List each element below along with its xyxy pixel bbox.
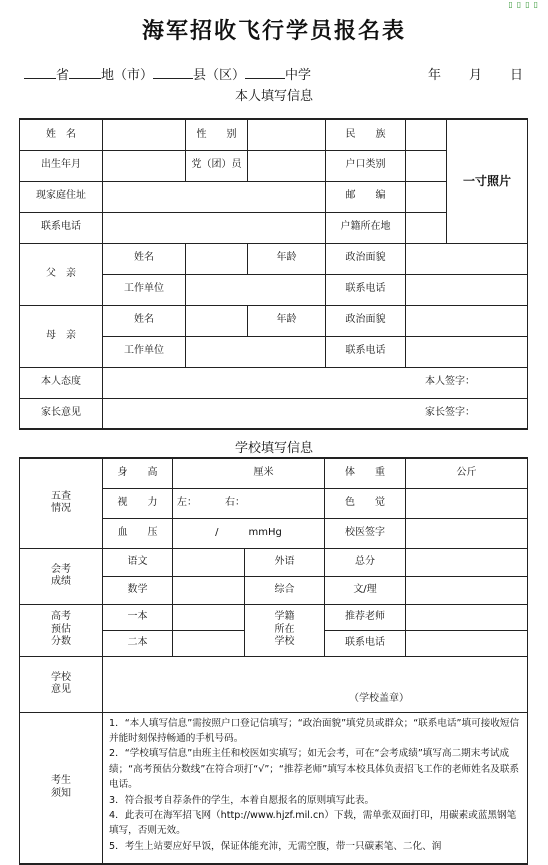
height-label: 身 高	[103, 458, 173, 488]
mother-work-field[interactable]	[186, 336, 326, 367]
vision-label: 视 力	[103, 488, 173, 518]
attitude-label: 本人态度	[20, 367, 103, 398]
father-politics-label: 政治面貌	[326, 243, 406, 274]
name-label: 姓 名	[20, 119, 103, 150]
father-name-label: 姓名	[103, 243, 186, 274]
party-field[interactable]	[248, 150, 326, 181]
hukou-type-field[interactable]	[406, 150, 447, 181]
color-sense-field[interactable]	[406, 488, 528, 518]
date-line: 年 月 日	[428, 68, 524, 83]
birth-label: 出生年月	[20, 150, 103, 181]
mother-phone-label: 联系电话	[326, 336, 406, 367]
mother-phone-field[interactable]	[406, 336, 528, 367]
weight-field[interactable]: 公斤	[406, 458, 528, 488]
mother-politics-field[interactable]	[406, 305, 528, 336]
blood-pressure-field[interactable]: / mmHg	[173, 518, 325, 548]
parent-sign-field[interactable]: 家长签字：	[103, 398, 528, 429]
tier2-field[interactable]	[173, 630, 245, 656]
address-label: 现家庭住址	[20, 181, 103, 212]
tier1-field[interactable]	[173, 604, 245, 630]
exam-label: 五查 情况	[20, 458, 103, 548]
page-title: 海军招收飞行学员报名表	[141, 18, 406, 44]
phone-field[interactable]	[103, 212, 326, 243]
huikao-label: 会考 成绩	[20, 548, 103, 604]
note-item: 3．符合报考自荐条件的学生，本着自愿报名的原则填写此表。	[109, 794, 375, 806]
mother-label: 母 亲	[20, 305, 103, 367]
chinese-field[interactable]	[173, 548, 245, 576]
party-label: 党（团）员	[186, 150, 248, 181]
foreign-label: 外语	[245, 548, 325, 576]
teacher-field[interactable]	[406, 604, 528, 630]
comprehensive-label: 综合	[245, 576, 325, 604]
mother-name-field[interactable]	[186, 305, 248, 336]
ethnicity-label: 民 族	[326, 119, 406, 150]
parent-opinion-label: 家长意见	[20, 398, 103, 429]
math-label: 数学	[103, 576, 173, 604]
father-age-label: 年龄	[248, 243, 326, 274]
mother-age-label: 年龄	[248, 305, 326, 336]
note-item: 1．“本人填写信息”需按照户口登记信填写；“政治面貌”填党员或群众；“联系电话”填可接收短信并能时刻保持畅通的手机号码。	[109, 717, 520, 744]
father-work-field[interactable]	[186, 274, 326, 305]
section-school-title: 学校填写信息	[234, 441, 313, 456]
teacher-label: 推荐老师	[325, 604, 406, 630]
section-personal-title: 本人填写信息	[234, 89, 313, 104]
school-blank[interactable]	[245, 66, 285, 79]
roll-school-label: 学籍 所在 学校	[245, 604, 325, 656]
note-item: 5．考生上站要应好早饭，保证体能充沛，无需空腹，带一只碳素笔、二化、润	[109, 840, 442, 852]
gender-label: 性 别	[186, 119, 248, 150]
father-label: 父 亲	[20, 243, 103, 305]
color-sense-label: 色 觉	[325, 488, 406, 518]
phone-label: 联系电话	[20, 212, 103, 243]
height-field[interactable]: 厘米	[173, 458, 325, 488]
postcode-field[interactable]	[406, 181, 447, 212]
notice-label: 考生 须知	[20, 712, 103, 864]
birth-field[interactable]	[103, 150, 186, 181]
tier1-label: 一本	[103, 604, 173, 630]
city-blank[interactable]	[69, 66, 101, 79]
toolbar-icons: ▯▯▯▯	[508, 0, 542, 9]
total-label: 总分	[325, 548, 406, 576]
mother-politics-label: 政治面貌	[326, 305, 406, 336]
photo-box[interactable]: 一寸照片	[447, 119, 528, 243]
gender-field[interactable]	[248, 119, 326, 150]
note-item: 4．此表可在海军招飞网（http://www.hjzf.mil.cn）下载，需单张双面打印，用碳素或蓝黑钢笔填写，否则无效。	[109, 809, 517, 837]
self-sign-field[interactable]: 本人签字：	[103, 367, 528, 398]
blood-pressure-label: 血 压	[103, 518, 173, 548]
hukou-type-label: 户口类别	[326, 150, 406, 181]
math-field[interactable]	[173, 576, 245, 604]
personal-info-table	[19, 118, 528, 430]
school-opinion-label: 学校 意见	[20, 656, 103, 712]
father-politics-field[interactable]	[406, 243, 528, 274]
gaokao-label: 高考 预估 分数	[20, 604, 103, 656]
father-name-field[interactable]	[186, 243, 248, 274]
father-phone-field[interactable]	[406, 274, 528, 305]
address-field[interactable]	[103, 181, 326, 212]
school-info-table	[19, 457, 528, 865]
total-field[interactable]	[406, 548, 528, 576]
notes-list	[103, 712, 528, 864]
doctor-sign-field[interactable]	[406, 518, 528, 548]
father-phone-label: 联系电话	[326, 274, 406, 305]
tier2-label: 二本	[103, 630, 173, 656]
ethnicity-field[interactable]	[406, 119, 447, 150]
note-item: 2．“学校填写信息”由班主任和校医如实填写；如无会考，可在“会考成绩”填写高二期末考试成绩；“高考预估分数线”在符合项打“√”；“推荐老师”填写本校具体负责招飞工作的老师姓名及联系电话。	[109, 748, 520, 791]
weight-label: 体 重	[325, 458, 406, 488]
chinese-label: 语文	[103, 548, 173, 576]
mother-name-label: 姓名	[103, 305, 186, 336]
province-blank[interactable]	[24, 66, 56, 79]
arts-sci-label: 文/理	[325, 576, 406, 604]
teacher-phone-field[interactable]	[406, 630, 528, 656]
arts-sci-field[interactable]	[406, 576, 528, 604]
name-field[interactable]	[103, 119, 186, 150]
hukou-place-field[interactable]	[406, 212, 447, 243]
county-blank[interactable]	[153, 66, 193, 79]
mother-work-label: 工作单位	[103, 336, 186, 367]
hukou-place-label: 户籍所在地	[326, 212, 406, 243]
doctor-sign-label: 校医签字	[325, 518, 406, 548]
postcode-label: 邮 编	[326, 181, 406, 212]
address-line: 省 地（市） 县（区） 中学	[24, 64, 311, 83]
vision-field[interactable]: 左： 右：	[173, 488, 325, 518]
father-work-label: 工作单位	[103, 274, 186, 305]
teacher-phone-label: 联系电话	[325, 630, 406, 656]
school-seal-field[interactable]: （学校盖章）	[103, 656, 528, 712]
